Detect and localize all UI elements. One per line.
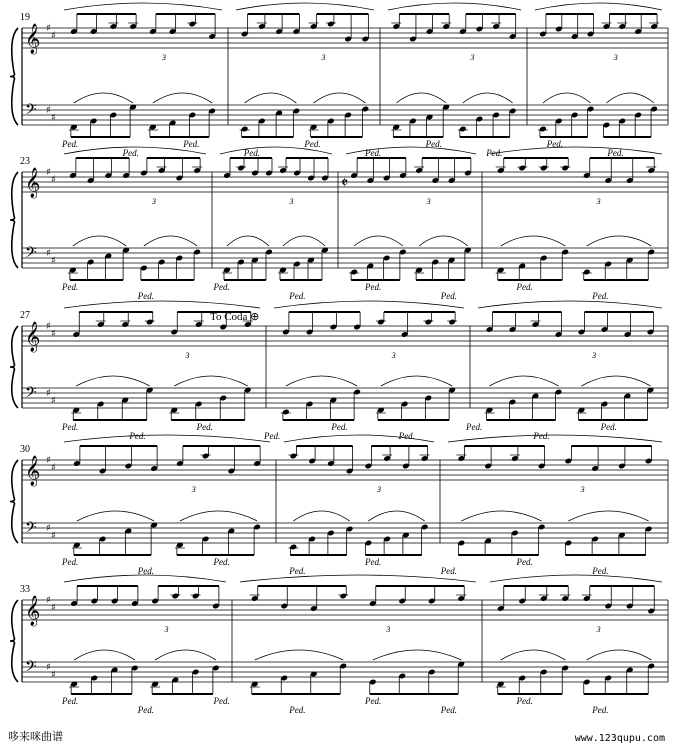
key-sharp-icon: ♯ (46, 321, 51, 332)
slur (73, 236, 126, 246)
pedal-mark: Ped. (196, 422, 213, 432)
pedal-mark: Ped. (600, 422, 617, 432)
triplet-mark: 3 (592, 351, 597, 360)
pedal-mark: Ped. (516, 557, 533, 567)
pedal-mark: Ped. (516, 282, 533, 292)
slur (283, 236, 325, 246)
pedal-mark: Ped. (183, 139, 200, 149)
pedal-mark: Ped. (129, 431, 146, 441)
pedal-mark: Ped. (466, 422, 483, 432)
slur (396, 93, 446, 103)
treble-clef-icon: 𝄞 (25, 168, 41, 198)
slur (543, 93, 591, 103)
pedal-mark: Ped. (289, 291, 306, 301)
pedal-mark: Ped. (213, 696, 230, 706)
measure (64, 575, 226, 694)
system-4 (10, 435, 668, 576)
pedal-mark: Ped. (213, 282, 230, 292)
key-sharp-icon: ♯ (46, 105, 51, 116)
bass-clef-icon: 𝄢 (25, 101, 37, 122)
system-2 (10, 147, 668, 301)
pedal-mark: Ped. (62, 696, 79, 706)
slur (535, 3, 662, 10)
slur (255, 650, 344, 660)
bass-clef-icon: 𝄢 (25, 519, 37, 540)
pedal-mark: Ped. (440, 566, 457, 576)
pedal-mark: Ped. (243, 148, 261, 158)
slur (606, 93, 654, 103)
measure (346, 147, 476, 280)
slur (77, 511, 154, 521)
triplet-mark: 3 (426, 197, 431, 206)
key-sharp-icon: ♯ (46, 23, 51, 34)
key-sharp-icon: ♯ (46, 248, 51, 259)
pedal-mark: Ped. (264, 431, 281, 441)
measure (220, 147, 332, 280)
pedal-mark: Ped. (607, 148, 624, 158)
triplet-mark: 3 (321, 53, 326, 62)
slur (490, 147, 662, 154)
grand-staff-brace (10, 326, 18, 408)
treble-clef-icon: 𝄞 (25, 24, 41, 54)
measure-number: 33 (20, 584, 30, 595)
pedal-mark: Ped. (365, 148, 382, 158)
measure (284, 435, 434, 555)
measure (535, 3, 662, 137)
slur (354, 236, 403, 246)
triplet-mark: 3 (161, 53, 166, 62)
triplet-mark: 3 (289, 197, 294, 206)
pedal-mark: Ped. (516, 696, 533, 706)
pedal-mark: Ped. (440, 705, 457, 715)
pedal-mark: Ped. (592, 705, 609, 715)
pedal-mark: Ped. (289, 705, 306, 715)
triplet-mark: 3 (596, 625, 601, 634)
key-sharp-icon: ♯ (51, 462, 56, 474)
measure (490, 575, 662, 694)
triplet-mark: 3 (391, 351, 396, 360)
key-sharp-icon: ♯ (51, 395, 56, 407)
grand-staff-brace (10, 600, 18, 682)
measure (64, 3, 222, 137)
triplet-mark: 3 (613, 53, 618, 62)
slur (582, 376, 651, 386)
measure (236, 3, 374, 137)
measure-number: 19 (20, 12, 30, 23)
pedal-mark: Ped. (365, 282, 382, 292)
pedal-mark: Ped. (137, 291, 154, 301)
pedal-mark: Ped. (137, 705, 154, 715)
treble-staff (22, 600, 668, 620)
slur (587, 236, 652, 246)
slur (490, 376, 559, 386)
slur (568, 511, 648, 521)
key-sharp-icon: ♯ (51, 602, 56, 614)
key-sharp-icon: ♯ (46, 662, 51, 673)
bass-staff (22, 248, 668, 268)
triplet-mark: 3 (580, 485, 585, 494)
treble-staff (22, 28, 668, 48)
measure-number: 27 (20, 310, 30, 321)
slur (74, 93, 133, 103)
slur (227, 236, 269, 246)
key-sharp-icon: ♯ (51, 112, 56, 124)
pedal-mark: Ped. (213, 557, 230, 567)
slur (368, 511, 424, 521)
slur (286, 376, 357, 386)
triplet-mark: 3 (185, 351, 190, 360)
slur (490, 575, 662, 582)
site-logo-text: 哆来咪曲谱 (8, 730, 63, 743)
slur (478, 301, 662, 308)
bass-clef-icon: 𝄢 (25, 244, 37, 265)
pedal-mark: Ped. (137, 566, 154, 576)
grand-staff-brace (10, 28, 18, 125)
pedal-mark: Ped. (365, 696, 382, 706)
slur (463, 93, 513, 103)
measure (388, 3, 521, 137)
slur (144, 236, 197, 246)
slur (501, 650, 566, 660)
system-5 (10, 575, 668, 715)
system-3 (10, 301, 668, 441)
to-coda-label: To Coda (210, 311, 251, 323)
measure-number: 23 (20, 156, 30, 167)
pedal-mark: Ped. (546, 139, 564, 149)
key-sharp-icon: ♯ (51, 174, 56, 186)
slur (461, 511, 541, 521)
slur (373, 650, 462, 660)
key-sharp-icon: ♯ (46, 455, 51, 466)
slur (174, 376, 248, 386)
slur (153, 93, 212, 103)
measure (64, 435, 270, 555)
bass-staff (22, 388, 668, 408)
pedal-mark: Ped. (62, 557, 79, 567)
measure (274, 301, 464, 420)
pedal-mark: Ped. (365, 557, 382, 567)
pedal-mark: Ped. (62, 139, 79, 149)
pedal-mark: Ped. (304, 139, 321, 149)
slur (240, 575, 476, 582)
pedal-mark: Ped. (425, 139, 442, 149)
slur (448, 435, 662, 442)
slur (381, 376, 452, 386)
time-signature-icon: 𝄵 (341, 173, 349, 192)
grand-staff-brace (10, 172, 18, 268)
pedal-mark: Ped. (486, 148, 503, 158)
measure (490, 147, 662, 280)
treble-staff (22, 460, 668, 480)
coda-symbol-icon: ⊕ (250, 311, 260, 323)
treble-clef-icon: 𝄞 (25, 596, 41, 626)
treble-clef-icon: 𝄞 (25, 322, 41, 352)
site-url: www.123qupu.com (574, 733, 665, 744)
pedal-mark: Ped. (289, 566, 306, 576)
triplet-mark: 3 (152, 197, 157, 206)
slur (314, 93, 366, 103)
pedal-mark: Ped. (331, 422, 348, 432)
pedal-mark: Ped. (533, 431, 550, 441)
triplet-mark: 3 (470, 53, 475, 62)
slur (64, 3, 222, 10)
key-sharp-icon: ♯ (51, 328, 56, 340)
measure (478, 301, 662, 420)
pedal-mark: Ped. (398, 431, 415, 441)
pedal-mark: Ped. (62, 422, 79, 432)
slur (64, 435, 270, 442)
measure (64, 147, 206, 280)
bass-staff (22, 523, 668, 543)
key-sharp-icon: ♯ (46, 595, 51, 606)
key-sharp-icon: ♯ (46, 523, 51, 534)
slur (236, 3, 374, 10)
slur (293, 511, 349, 521)
slur (155, 650, 216, 660)
slur (501, 236, 566, 246)
slur (180, 511, 257, 521)
key-sharp-icon: ♯ (51, 255, 56, 267)
key-sharp-icon: ♯ (46, 388, 51, 399)
key-sharp-icon: ♯ (51, 30, 56, 42)
slur (76, 376, 150, 386)
pedal-mark: Ped. (122, 148, 139, 158)
bass-clef-icon: 𝄢 (25, 658, 37, 679)
treble-staff (22, 326, 668, 346)
key-sharp-icon: ♯ (51, 530, 56, 542)
triplet-mark: 3 (164, 625, 169, 634)
slur (274, 301, 464, 308)
slur (587, 650, 652, 660)
key-sharp-icon: ♯ (46, 167, 51, 178)
treble-clef-icon: 𝄞 (25, 456, 41, 486)
slur (419, 236, 468, 246)
pedal-mark: Ped. (592, 566, 609, 576)
slur (388, 3, 521, 10)
grand-staff-brace (10, 460, 18, 543)
slur (245, 93, 297, 103)
measure (448, 435, 662, 555)
triplet-mark: 3 (596, 197, 601, 206)
system-1 (10, 3, 668, 158)
triplet-mark: 3 (191, 485, 196, 494)
pedal-mark: Ped. (62, 282, 79, 292)
slur (64, 301, 260, 308)
key-sharp-icon: ♯ (51, 669, 56, 681)
bass-clef-icon: 𝄢 (25, 384, 37, 405)
slur (74, 650, 135, 660)
triplet-mark: 3 (386, 625, 391, 634)
pedal-mark: Ped. (592, 291, 609, 301)
triplet-mark: 3 (377, 485, 381, 494)
slur (64, 575, 226, 582)
pedal-mark: Ped. (440, 291, 457, 301)
measure-number: 30 (20, 444, 30, 455)
measure (240, 575, 476, 694)
